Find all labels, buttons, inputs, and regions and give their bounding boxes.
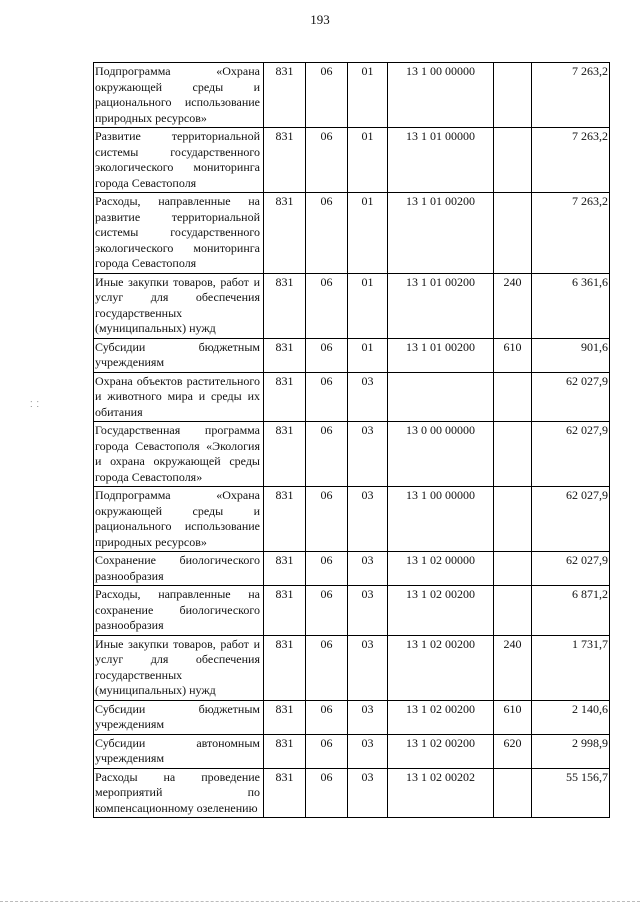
table-row <box>94 734 610 768</box>
row-target-article-cell: 13 1 02 00200 <box>388 586 494 636</box>
row-name-cell: Подпрограмма «Охрана окружающей среды и рационального использование природных ресурсов» <box>94 487 264 552</box>
table-row <box>94 422 610 487</box>
row-subsection-cell: 01 <box>348 338 388 372</box>
row-target-article-cell: 13 1 02 00200 <box>388 635 494 700</box>
row-section-cell: 06 <box>306 635 348 700</box>
row-amount-cell: 62 027,9 <box>532 552 610 586</box>
row-section-cell: 06 <box>306 734 348 768</box>
table-row <box>94 586 610 636</box>
row-name-cell: Расходы на проведение мероприятий по компенсационному озеленению <box>94 768 264 818</box>
row-name-cell: Иные закупки товаров, работ и услуг для обеспечения государственных (муниципальных) нужд <box>94 635 264 700</box>
row-target-article-cell: 13 1 02 00200 <box>388 700 494 734</box>
row-subsection-cell: 03 <box>348 552 388 586</box>
row-subsection-cell: 03 <box>348 700 388 734</box>
row-expense-type-cell: 240 <box>494 635 532 700</box>
row-subsection-cell: 01 <box>348 273 388 338</box>
row-ved-cell: 831 <box>264 422 306 487</box>
row-amount-cell: 7 263,2 <box>532 193 610 274</box>
row-expense-type-cell: 610 <box>494 338 532 372</box>
row-expense-type-cell <box>494 768 532 818</box>
row-section-cell: 06 <box>306 422 348 487</box>
row-name-cell: Развитие территориальной системы государственного экологического мониторинга города Севастополя <box>94 128 264 193</box>
row-expense-type-cell <box>494 128 532 193</box>
row-ved-cell: 831 <box>264 734 306 768</box>
row-section-cell: 06 <box>306 128 348 193</box>
row-ved-cell: 831 <box>264 586 306 636</box>
row-name-cell: Субсидии автономным учреждениям <box>94 734 264 768</box>
row-expense-type-cell <box>494 193 532 274</box>
row-amount-cell: 62 027,9 <box>532 422 610 487</box>
row-name-cell: Расходы, направленные на сохранение биологического разнообразия <box>94 586 264 636</box>
row-target-article-cell: 13 1 01 00200 <box>388 273 494 338</box>
row-section-cell: 06 <box>306 552 348 586</box>
row-amount-cell: 7 263,2 <box>532 128 610 193</box>
row-target-article-cell: 13 1 00 00000 <box>388 63 494 128</box>
row-expense-type-cell: 240 <box>494 273 532 338</box>
row-amount-cell: 62 027,9 <box>532 372 610 422</box>
row-ved-cell: 831 <box>264 552 306 586</box>
row-amount-cell: 2 998,9 <box>532 734 610 768</box>
budget-table-body <box>94 63 610 818</box>
row-subsection-cell: 03 <box>348 635 388 700</box>
page-bottom-edge <box>0 901 640 902</box>
row-ved-cell: 831 <box>264 128 306 193</box>
row-section-cell: 06 <box>306 338 348 372</box>
row-expense-type-cell <box>494 422 532 487</box>
table-row <box>94 552 610 586</box>
row-subsection-cell: 03 <box>348 487 388 552</box>
row-ved-cell: 831 <box>264 193 306 274</box>
row-name-cell: Подпрограмма «Охрана окружающей среды и рационального использование природных ресурсов» <box>94 63 264 128</box>
row-subsection-cell: 03 <box>348 734 388 768</box>
row-ved-cell: 831 <box>264 487 306 552</box>
row-amount-cell: 1 731,7 <box>532 635 610 700</box>
table-row <box>94 768 610 818</box>
row-name-cell: Сохранение биологического разнообразия <box>94 552 264 586</box>
row-amount-cell: 62 027,9 <box>532 487 610 552</box>
row-subsection-cell: 01 <box>348 193 388 274</box>
row-ved-cell: 831 <box>264 700 306 734</box>
table-row <box>94 635 610 700</box>
page-number: 193 <box>310 12 330 27</box>
row-expense-type-cell <box>494 552 532 586</box>
row-subsection-cell: 03 <box>348 768 388 818</box>
row-amount-cell: 6 871,2 <box>532 586 610 636</box>
row-section-cell: 06 <box>306 586 348 636</box>
table-row <box>94 338 610 372</box>
row-expense-type-cell <box>494 487 532 552</box>
row-amount-cell: 2 140,6 <box>532 700 610 734</box>
row-target-article-cell: 13 1 00 00000 <box>388 487 494 552</box>
row-section-cell: 06 <box>306 193 348 274</box>
row-target-article-cell: 13 1 01 00000 <box>388 128 494 193</box>
row-ved-cell: 831 <box>264 63 306 128</box>
row-ved-cell: 831 <box>264 338 306 372</box>
table-row <box>94 487 610 552</box>
table-row <box>94 273 610 338</box>
row-section-cell: 06 <box>306 273 348 338</box>
table-row <box>94 700 610 734</box>
table-row <box>94 193 610 274</box>
row-target-article-cell: 13 0 00 00000 <box>388 422 494 487</box>
table-row <box>94 128 610 193</box>
row-ved-cell: 831 <box>264 635 306 700</box>
row-target-article-cell: 13 1 01 00200 <box>388 338 494 372</box>
row-subsection-cell: 03 <box>348 372 388 422</box>
margin-marks: ⁚ ⁚ <box>30 400 41 409</box>
table-row <box>94 63 610 128</box>
row-section-cell: 06 <box>306 63 348 128</box>
row-name-cell: Субсидии бюджетным учреждениям <box>94 338 264 372</box>
row-amount-cell: 6 361,6 <box>532 273 610 338</box>
row-target-article-cell: 13 1 02 00000 <box>388 552 494 586</box>
row-section-cell: 06 <box>306 372 348 422</box>
row-section-cell: 06 <box>306 768 348 818</box>
row-amount-cell: 901,6 <box>532 338 610 372</box>
table-row <box>94 372 610 422</box>
row-ved-cell: 831 <box>264 273 306 338</box>
row-amount-cell: 7 263,2 <box>532 63 610 128</box>
row-amount-cell: 55 156,7 <box>532 768 610 818</box>
row-expense-type-cell <box>494 63 532 128</box>
row-subsection-cell: 01 <box>348 128 388 193</box>
row-name-cell: Охрана объектов растительного и животного мира и среды их обитания <box>94 372 264 422</box>
row-name-cell: Расходы, направленные на развитие территориальной системы государственного экологического мониторинга города Севастополя <box>94 193 264 274</box>
row-ved-cell: 831 <box>264 372 306 422</box>
row-name-cell: Субсидии бюджетным учреждениям <box>94 700 264 734</box>
row-name-cell: Иные закупки товаров, работ и услуг для обеспечения государственных (муниципальных) нужд <box>94 273 264 338</box>
row-target-article-cell <box>388 372 494 422</box>
row-ved-cell: 831 <box>264 768 306 818</box>
budget-table <box>93 62 610 818</box>
row-target-article-cell: 13 1 02 00202 <box>388 768 494 818</box>
row-subsection-cell: 01 <box>348 63 388 128</box>
row-subsection-cell: 03 <box>348 422 388 487</box>
row-name-cell: Государственная программа города Севастополя «Экология и охрана окружающей среды города Севастополя» <box>94 422 264 487</box>
row-subsection-cell: 03 <box>348 586 388 636</box>
row-expense-type-cell: 610 <box>494 700 532 734</box>
row-expense-type-cell: 620 <box>494 734 532 768</box>
row-section-cell: 06 <box>306 700 348 734</box>
row-target-article-cell: 13 1 01 00200 <box>388 193 494 274</box>
row-target-article-cell: 13 1 02 00200 <box>388 734 494 768</box>
row-expense-type-cell <box>494 372 532 422</box>
row-expense-type-cell <box>494 586 532 636</box>
row-section-cell: 06 <box>306 487 348 552</box>
